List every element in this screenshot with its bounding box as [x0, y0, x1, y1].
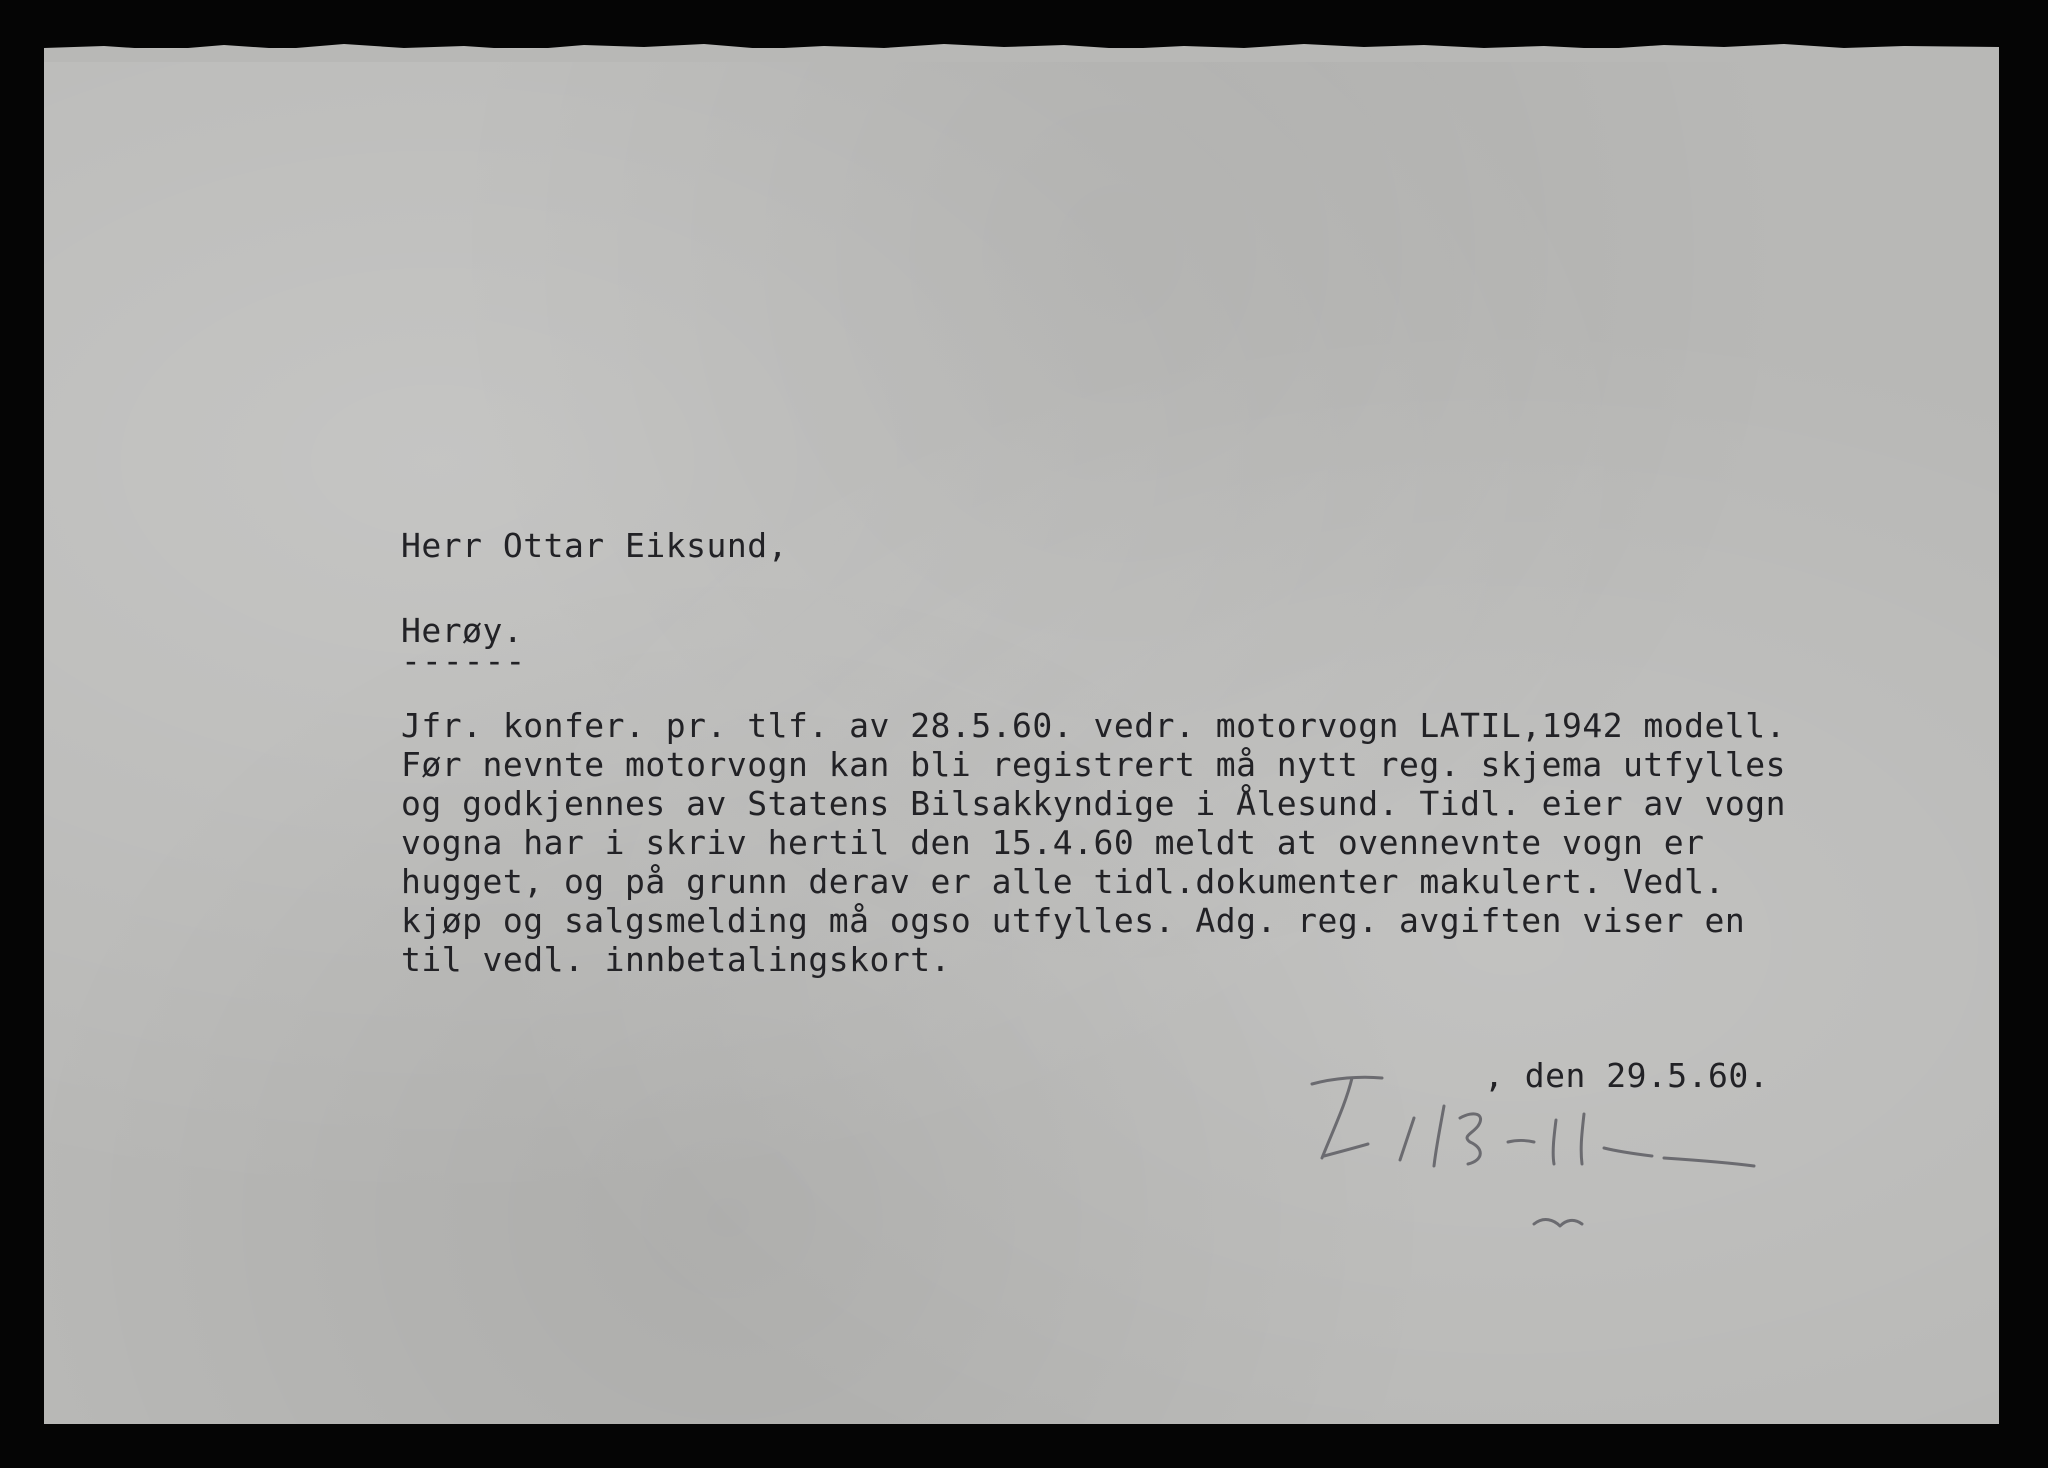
letter-body: [401, 706, 1786, 979]
letter-paper: [44, 48, 1999, 1424]
torn-top-edge: [44, 34, 1999, 62]
body-line: Før nevnte motorvogn kan bli registrert må nytt reg. skjema utfylles: [401, 745, 1787, 784]
body-line: vogna har i skriv hertil den 15.4.60 meldt at ovennevnte vogn er: [401, 823, 1705, 862]
body-line: kjøp og salgsmelding må ogso utfylles. Adg. reg. avgiften viser en: [401, 901, 1746, 940]
body-line: Jfr. konfer. pr. tlf. av 28.5.60. vedr. motorvogn LATIL,1942 modell.: [401, 706, 1787, 745]
handwritten-signature: [1264, 1048, 1824, 1248]
dateline: , den 29.5.60.: [1484, 1056, 1770, 1095]
body-line: til vedl. innbetalingskort.: [401, 940, 951, 979]
place-underline: ------: [401, 641, 527, 680]
body-line: og godkjennes av Statens Bilsakkyndige i Ålesund. Tidl. eier av vogn: [401, 784, 1787, 823]
addressee-name: Herr Ottar Eiksund,: [401, 526, 788, 565]
body-line: hugget, og på grunn derav er alle tidl.dokumenter makulert. Vedl.: [401, 862, 1725, 901]
addressee-place: Herøy.: [401, 611, 524, 650]
